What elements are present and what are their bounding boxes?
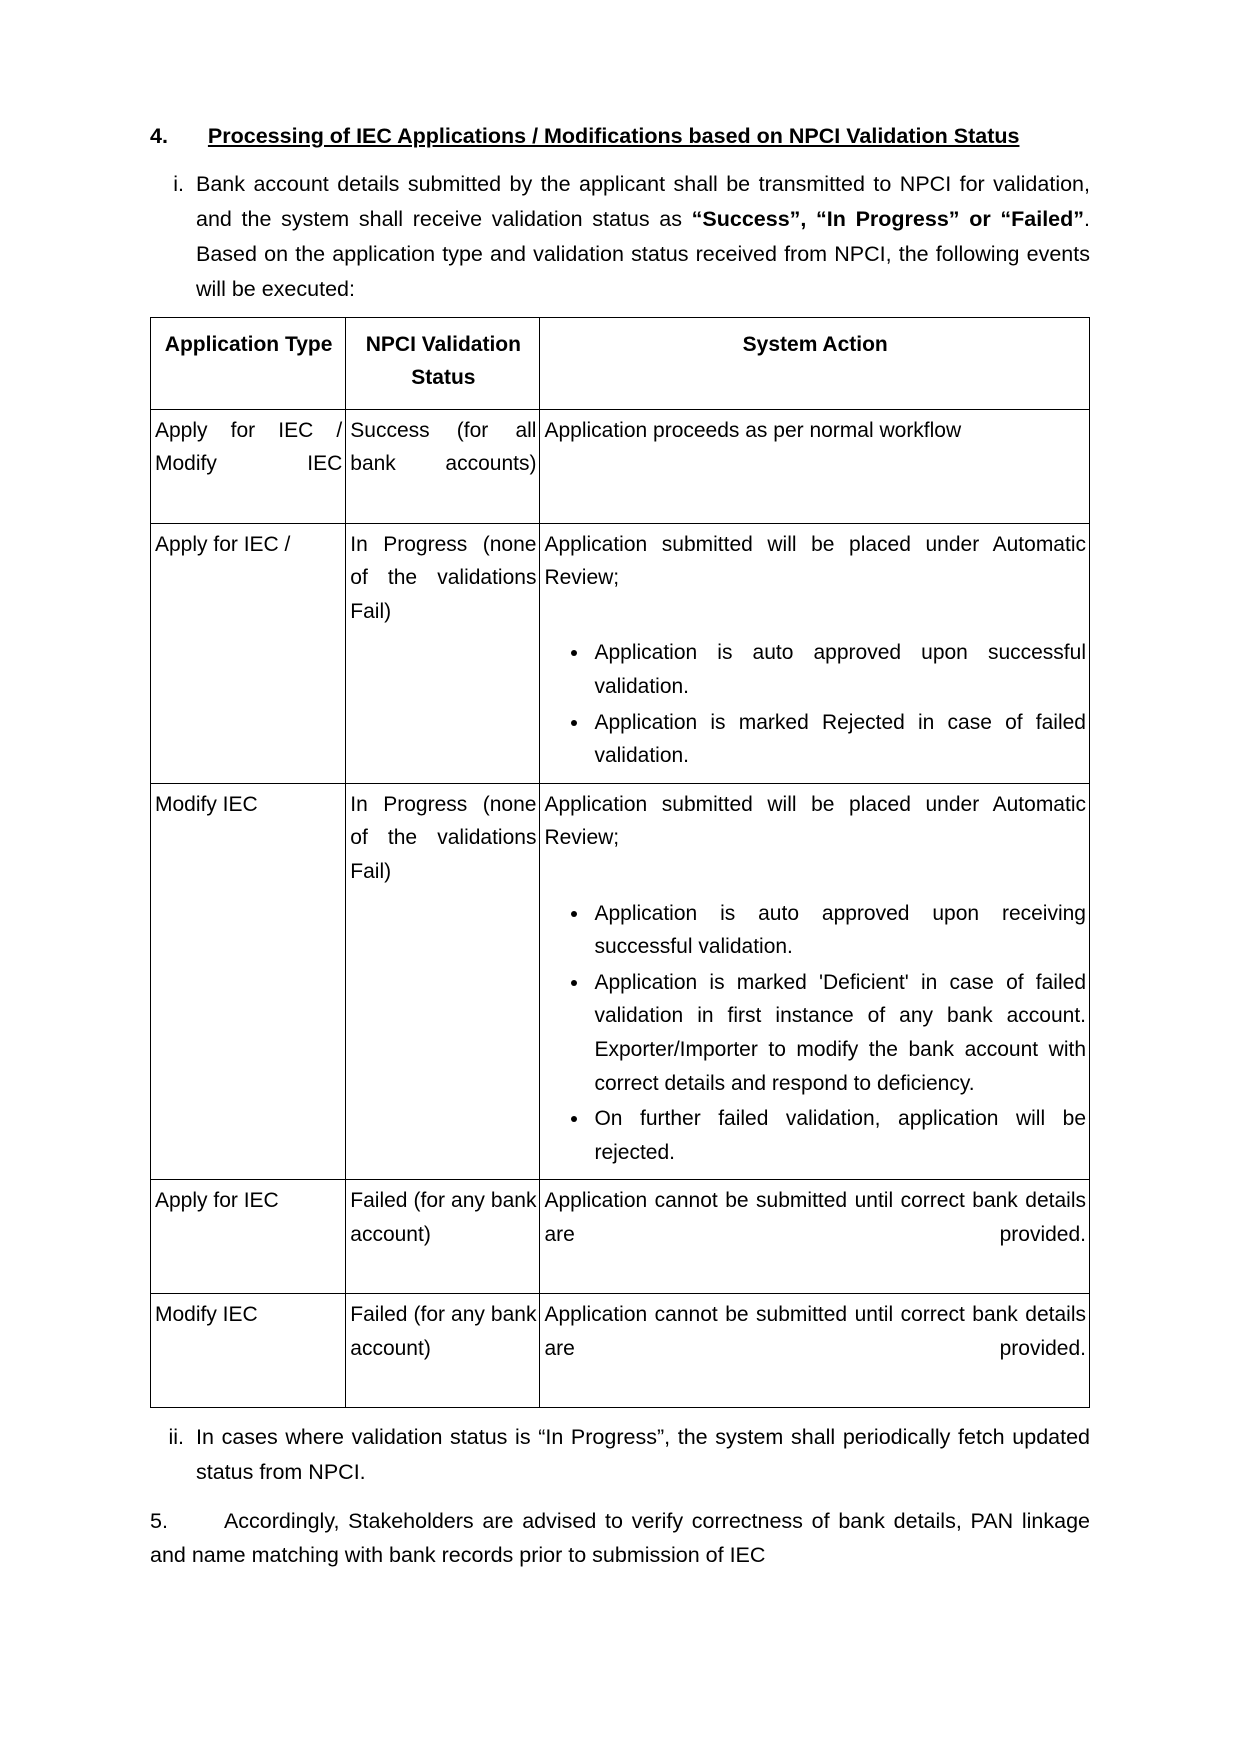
header-line-1: Application — [164, 332, 280, 356]
header-line-2: Status — [411, 366, 476, 390]
cell-npci-status — [346, 1180, 540, 1294]
cell-text: Application cannot be submitted until correct bank details are provided. — [544, 1303, 1086, 1360]
cell-text: Apply for IEC — [155, 1189, 279, 1213]
header-line-2: Type — [284, 332, 333, 356]
cell-text: Application cannot be submitted until correct bank details are provided. — [544, 1189, 1086, 1246]
cell-npci-status — [346, 409, 540, 523]
closing-text: Accordingly, Stakeholders are advised to verify correctness of bank details, PAN linkage and name matching with bank records prior to submission of IEC — [150, 1508, 1090, 1568]
column-header-application-type — [151, 317, 346, 409]
cell-text: In Progress (none of the validations Fail) — [350, 792, 537, 883]
list-item: • Application is marked Rejected in case of failed validation. — [590, 706, 1086, 773]
cell-text: Application submitted will be placed under Automatic Review; — [544, 532, 1086, 590]
cell-npci-status — [346, 783, 540, 1180]
closing-number: 5. — [150, 1508, 168, 1533]
column-header-npci-status — [346, 317, 540, 409]
cell-text: In Progress (none of the validations Fail) — [350, 532, 537, 623]
section-number: 4. — [150, 124, 168, 148]
cell-application-type — [151, 409, 346, 523]
cell-text: Application proceeds as per normal workflow — [544, 418, 962, 442]
list-item: • On further failed validation, application will be rejected. — [590, 1102, 1086, 1169]
table-row — [151, 783, 1090, 1180]
cell-text: Apply for IEC / — [155, 532, 291, 556]
npci-validation-table — [150, 317, 1090, 1408]
cell-system-action — [540, 523, 1090, 783]
cell-text: Modify IEC — [155, 792, 258, 816]
cell-application-type — [151, 1294, 346, 1408]
cell-text: Application submitted will be placed under Automatic Review; — [544, 792, 1086, 850]
cell-text: Failed (for any bank account) — [350, 1189, 537, 1246]
action-bullet-list — [544, 636, 1086, 772]
cell-npci-status — [346, 523, 540, 783]
closing-paragraph — [150, 1504, 1090, 1574]
header-line-1: System Action — [742, 332, 888, 356]
section-title: Processing of IEC Applications / Modifications based on NPCI Validation Status — [207, 124, 1020, 148]
list-marker-ii: ii. — [168, 1424, 184, 1449]
cell-system-action — [540, 1180, 1090, 1294]
cell-text: Success (for all bank accounts) — [350, 418, 537, 476]
table-header-row — [151, 317, 1090, 409]
table-row — [151, 523, 1090, 783]
list-item — [150, 167, 1090, 306]
list-text-ii: In cases where validation status is “In Progress”, the system shall periodically fetch updated status from NPCI. — [196, 1424, 1090, 1484]
list-item: • Application is marked 'Deficient' in case of failed validation in first instance of any bank account. Exporter/Importer to modify the bank account with correct details and respond to deficiency. — [590, 966, 1086, 1100]
npci-validation-table-wrapper — [150, 317, 1090, 1408]
list-marker-i: i. — [173, 172, 184, 197]
roman-list-second — [150, 1420, 1090, 1490]
list-text-part: Bank account details submitted by the applicant shall be transmitted to NPCI for validation, and the system shall receive validation status as — [196, 172, 1090, 232]
table-row — [151, 1180, 1090, 1294]
header-line-1: NPCI Validation — [365, 332, 521, 356]
cell-npci-status — [346, 1294, 540, 1408]
cell-application-type — [151, 1180, 346, 1294]
cell-system-action — [540, 1294, 1090, 1408]
cell-text: Apply for IEC / Modify IEC — [155, 418, 343, 476]
cell-text: Failed (for any bank account) — [350, 1303, 537, 1360]
list-text-i — [196, 167, 1090, 306]
section-heading — [150, 120, 1090, 153]
cell-application-type — [151, 783, 346, 1180]
cell-text: Modify IEC — [155, 1303, 258, 1327]
cell-application-type — [151, 523, 346, 783]
list-text-emphasis: “Success”, “In Progress” or “Failed” — [691, 207, 1085, 232]
column-header-system-action — [540, 317, 1090, 409]
table-row — [151, 1294, 1090, 1408]
action-bullet-list — [544, 897, 1086, 1170]
cell-system-action — [540, 409, 1090, 523]
list-item: • Application is auto approved upon successful validation. — [590, 636, 1086, 703]
roman-list-first — [150, 167, 1090, 306]
cell-system-action — [540, 783, 1090, 1180]
list-item — [150, 1420, 1090, 1490]
table-row — [151, 409, 1090, 523]
list-text-part-tail: . Based on the application type and validation status received from NPCI, the following events will be executed: — [196, 207, 1090, 301]
list-item: • Application is auto approved upon receiving successful validation. — [590, 897, 1086, 964]
